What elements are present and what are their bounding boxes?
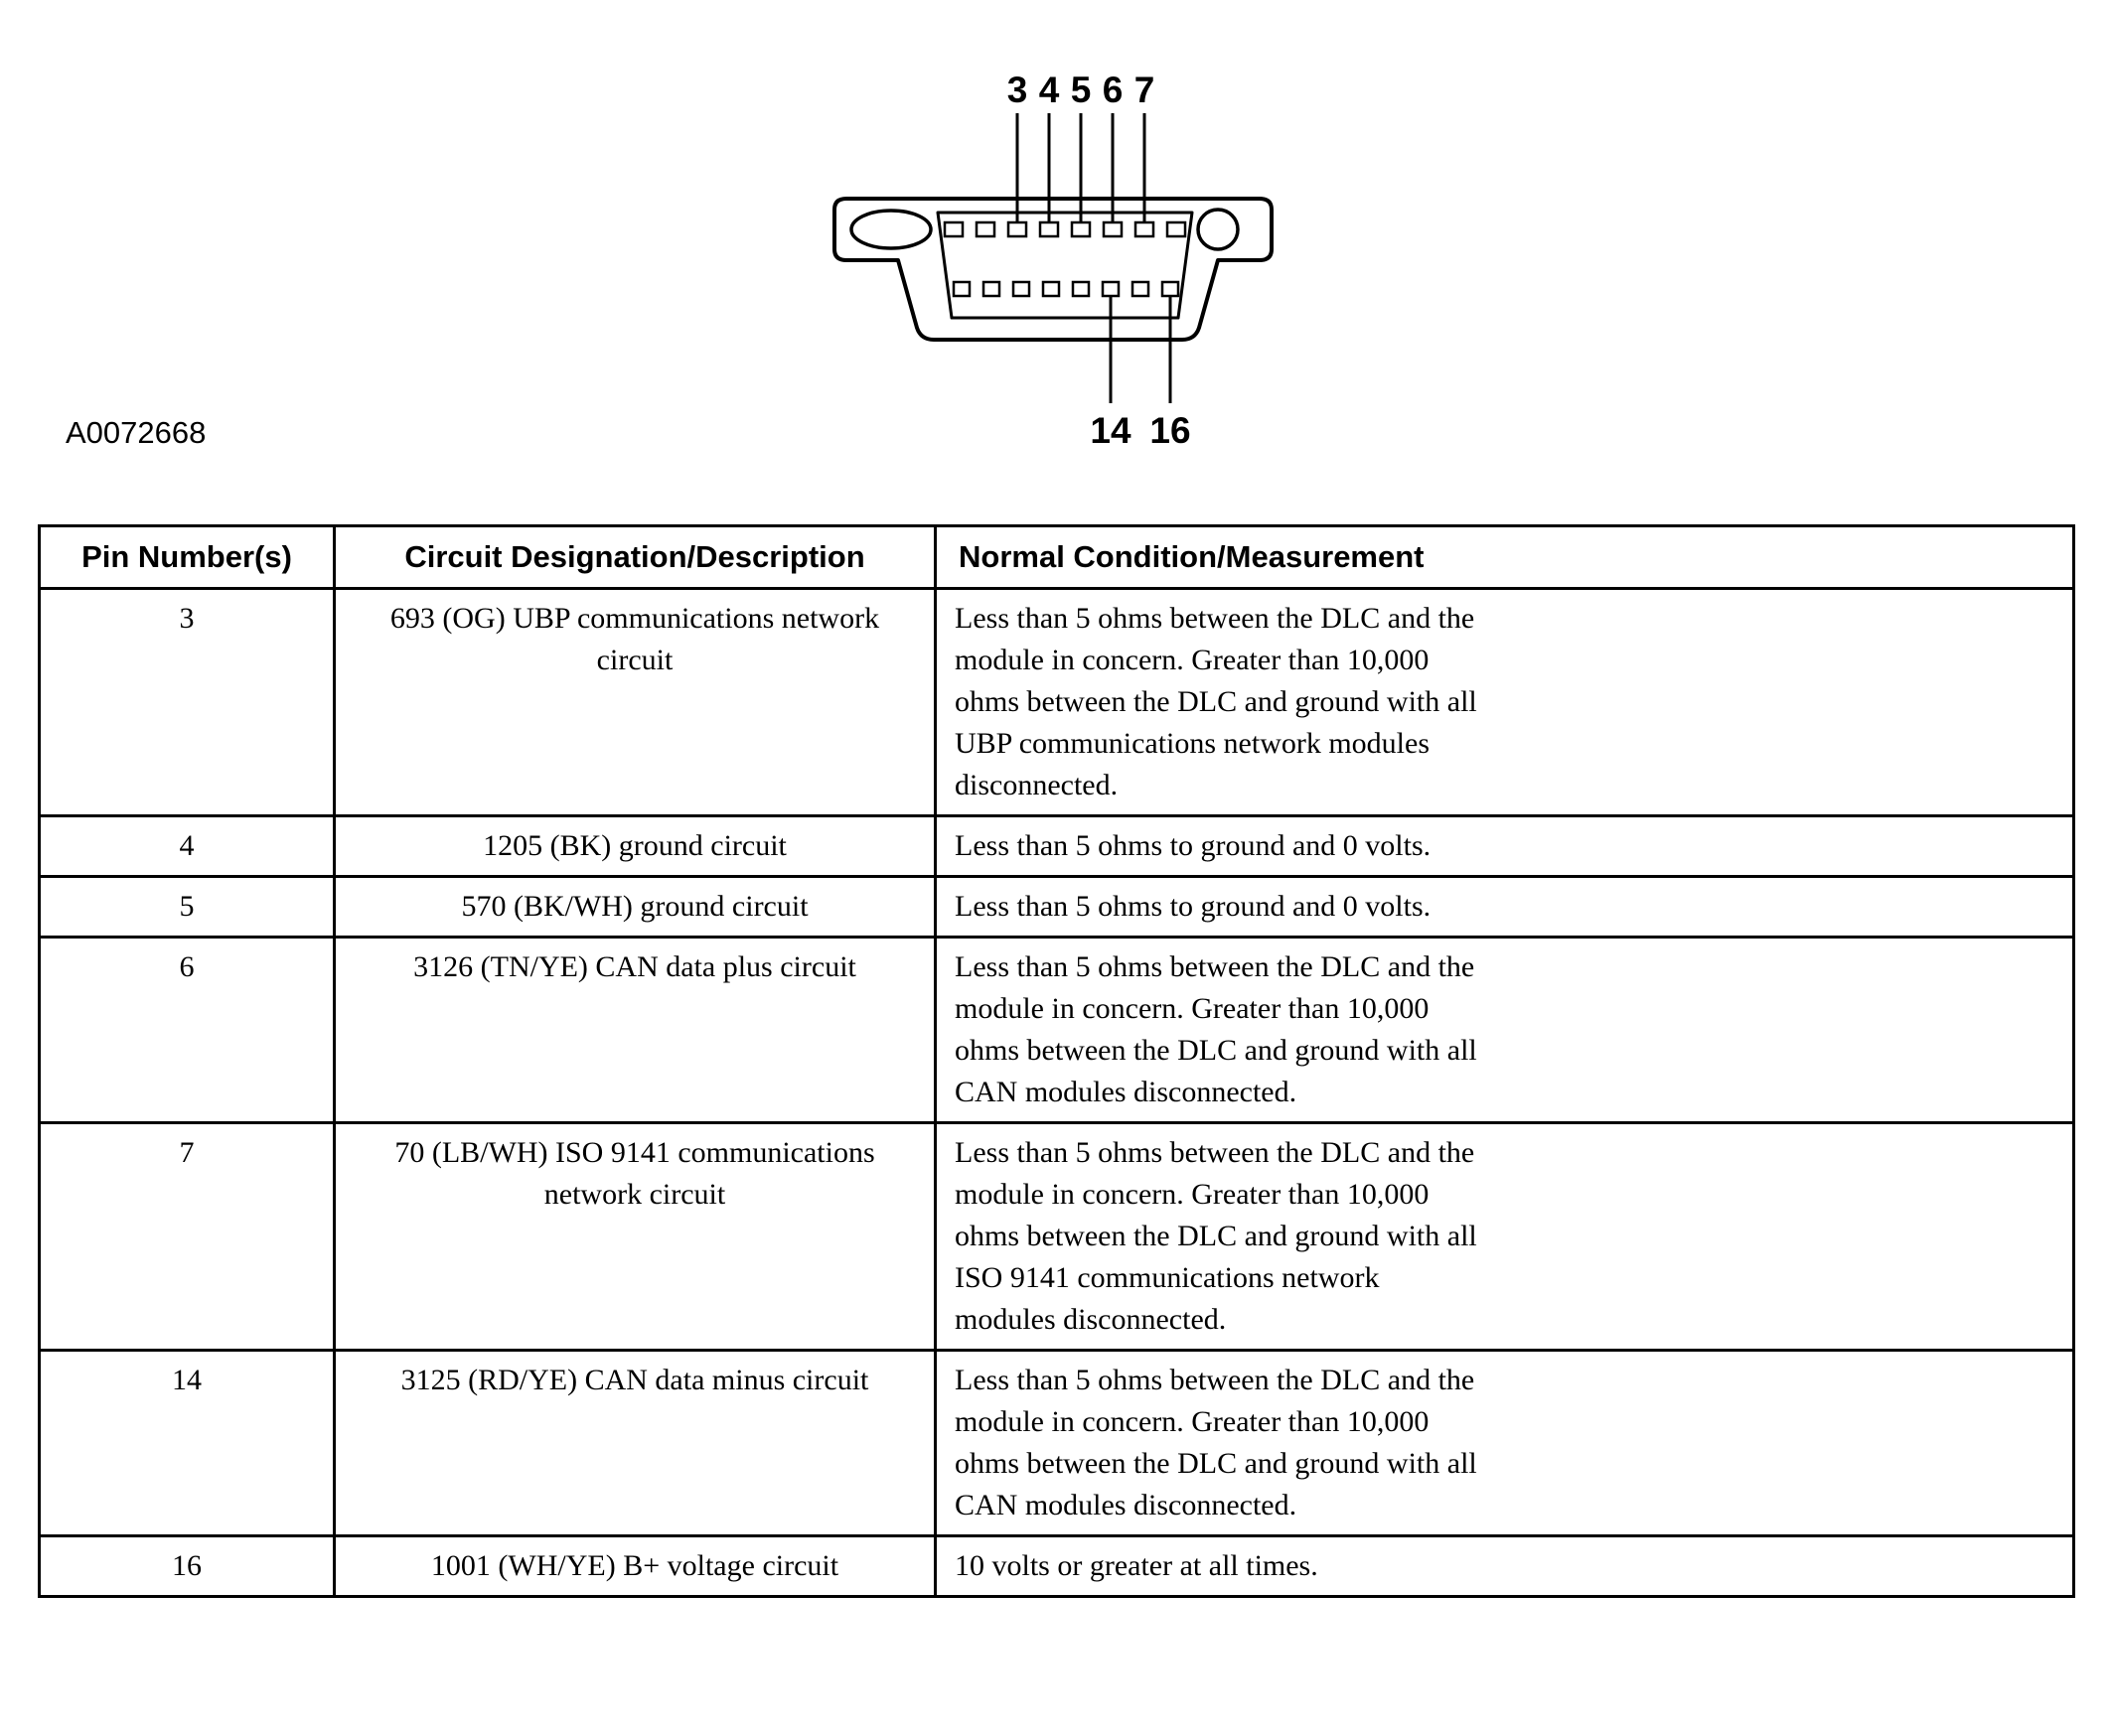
normal-condition-cell	[936, 877, 2074, 938]
condition-text: Less than 5 ohms between the DLC and the module in concern. Greater than 10,000 ohms between the DLC and ground with all ISO 9141 communications network modules disconnected.	[955, 1136, 1477, 1336]
circuit-description-cell: 3126 (TN/YE) CAN data plus circuit	[335, 938, 936, 1123]
pin-slot	[1008, 222, 1026, 236]
condition-text: 10 volts or greater at all times.	[955, 1549, 1318, 1582]
circuit-description-cell: 1001 (WH/YE) B+ voltage circuit	[335, 1536, 936, 1597]
col-header-pin-numbers: Pin Number(s)	[40, 526, 335, 589]
pin-number-cell: 6	[40, 938, 335, 1123]
table-row-pin-5	[40, 877, 2074, 938]
condition-text: Less than 5 ohms to ground and 0 volts.	[955, 829, 1432, 862]
connector-diagram	[0, 0, 2110, 511]
circuit-description-cell: 3125 (RD/YE) CAN data minus circuit	[335, 1351, 936, 1536]
normal-condition-cell	[936, 1351, 2074, 1536]
normal-condition-cell	[936, 816, 2074, 877]
pin-slot	[1073, 282, 1089, 296]
pin-slot	[1103, 282, 1119, 296]
pin-label-7: 7	[1133, 70, 1155, 110]
pin-slot	[1162, 282, 1178, 296]
normal-condition-cell	[936, 1123, 2074, 1351]
table-row-pin-7	[40, 1123, 2074, 1351]
pin-slot	[1043, 282, 1059, 296]
pin-label-4: 4	[1038, 70, 1060, 110]
condition-text: Less than 5 ohms between the DLC and the module in concern. Greater than 10,000 ohms between the DLC and ground with all UBP communications network modules disconnected.	[955, 602, 1477, 801]
figure-id-label: A0072668	[66, 415, 207, 450]
pin-label-6: 6	[1102, 70, 1124, 110]
pin-label-5: 5	[1070, 70, 1092, 110]
col-header-normal-condition: Normal Condition/Measurement	[936, 526, 2074, 589]
pinout-table	[38, 524, 2075, 1598]
normal-condition-cell	[936, 938, 2074, 1123]
pin-slot	[954, 282, 970, 296]
condition-text: Less than 5 ohms between the DLC and the module in concern. Greater than 10,000 ohms between the DLC and ground with all CAN modules disconnected.	[955, 950, 1477, 1108]
pin-slot	[1132, 282, 1148, 296]
table-row-pin-4	[40, 816, 2074, 877]
circuit-description-cell: 1205 (BK) ground circuit	[335, 816, 936, 877]
pin-slot	[1040, 222, 1058, 236]
table-header-row	[40, 526, 2074, 589]
circuit-description-cell: 693 (OG) UBP communications network circuit	[335, 589, 936, 816]
circuit-description-cell: 70 (LB/WH) ISO 9141 communications network circuit	[335, 1123, 936, 1351]
circuit-description-cell: 570 (BK/WH) ground circuit	[335, 877, 936, 938]
table-row-pin-16	[40, 1536, 2074, 1597]
pin-slot	[1167, 222, 1185, 236]
pin-number-cell: 14	[40, 1351, 335, 1536]
pin-number-cell: 3	[40, 589, 335, 816]
pin-slot	[1104, 222, 1122, 236]
table-row-pin-6	[40, 938, 2074, 1123]
pin-label-3: 3	[1006, 70, 1028, 110]
pin-number-cell: 4	[40, 816, 335, 877]
table-row-pin-14	[40, 1351, 2074, 1536]
pin-number-cell: 16	[40, 1536, 335, 1597]
col-header-circuit-designation: Circuit Designation/Description	[335, 526, 936, 589]
pin-slot	[945, 222, 963, 236]
condition-text: Less than 5 ohms to ground and 0 volts.	[955, 890, 1432, 923]
pin-number-cell: 5	[40, 877, 335, 938]
pin-slot	[1072, 222, 1090, 236]
pin-number-cell: 7	[40, 1123, 335, 1351]
pin-label-14: 14	[1090, 410, 1131, 451]
normal-condition-cell	[936, 589, 2074, 816]
condition-text: Less than 5 ohms between the DLC and the module in concern. Greater than 10,000 ohms between the DLC and ground with all CAN modules disconnected.	[955, 1364, 1477, 1521]
pin-slot	[977, 222, 994, 236]
dlc-connector-figure	[0, 0, 2110, 511]
pin-slot	[1013, 282, 1029, 296]
table-row-pin-3	[40, 589, 2074, 816]
normal-condition-cell	[936, 1536, 2074, 1597]
pin-slot	[983, 282, 999, 296]
pin-label-16: 16	[1149, 410, 1191, 451]
pin-slot	[1135, 222, 1153, 236]
